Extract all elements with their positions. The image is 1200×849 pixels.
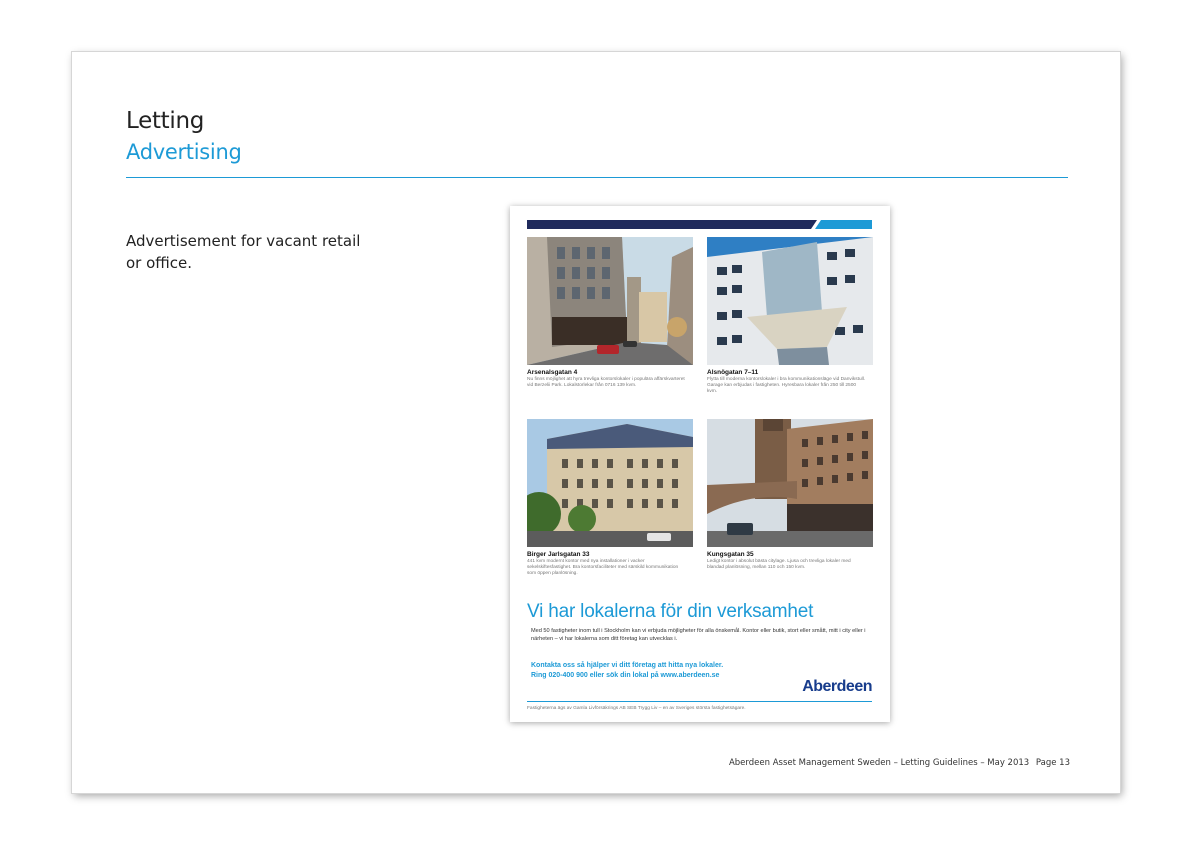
property-name: Alsnögatan 7–11 (707, 369, 759, 376)
advertisement (510, 206, 890, 722)
property-description: Nu finns möjlighet att hyra trevliga kontorslokaler i populära affärskvarteret vid Berzelii Park. Lokalstorlekar från 0716 139 kvm. (527, 377, 685, 388)
contact-line: Ring 020-400 900 eller sök din lokal på www.aberdeen.se (531, 672, 720, 679)
property-photo-birger-jarlsgatan (527, 419, 693, 547)
page-footer (729, 758, 1070, 768)
property-photo-arsenalsgatan (527, 237, 693, 365)
page-title: Letting (126, 108, 205, 134)
contact-line: Kontakta oss så hjälper vi ditt företag att hitta nya lokaler. (531, 662, 724, 669)
ad-contact (531, 661, 831, 681)
title-divider (126, 177, 1068, 178)
ad-header-bar (527, 220, 872, 229)
property-name: Arsenalsgatan 4 (527, 369, 578, 376)
property-name: Birger Jarlsgatan 33 (527, 551, 590, 558)
page-number: Page 13 (1035, 758, 1070, 768)
ad-headline: Vi har lokalerna för din verksamhet (527, 601, 814, 622)
ad-divider (527, 701, 872, 702)
property-description: Flytta till moderna kontorslokaler i bra kommunikationsläge vid Danvikstull. Garage kan erbjudas i fastigheten. Hyresbara lokaler från 250 till 2500 kvm. (707, 377, 866, 394)
property-photo-kungsgatan (707, 419, 873, 547)
page-subtitle: Advertising (126, 140, 242, 164)
footer-text: Aberdeen Asset Management Sweden – Letting Guidelines – May 2013 (728, 758, 1030, 768)
property-description: 441 kvm modernt kontor med nya installationer i vacker sekelskiftesfastighet. Bra kontorsfaciliteter med särskild kommunikation som öppen planlösning. (527, 559, 679, 576)
ad-body-text: Med 50 fastigheter inom tull i Stockholm kan vi erbjuda möjligheter för alla önskemål. Kontor eller butik, stort eller smått, mitt i city eller i närheten – vi har lokalerna som ditt företag kan utvecklas i. (531, 628, 866, 642)
property-description: Ledigt kontor i absolut bästa citylage. Ljusa och trevliga lokaler med blandad planlösning, mellan 110 och 150 kvm. (707, 559, 851, 570)
page-description: Advertisement for vacant retail or office. (126, 232, 361, 272)
ad-footnote: Fastigheterna ägs av Gamla Livförsäkrings AB SEB Trygg Liv – en av Sveriges största fastighetsägare. (527, 706, 746, 711)
aberdeen-logo: Aberdeen (802, 678, 872, 695)
property-photo-alsnogatan (707, 237, 873, 365)
property-name: Kungsgatan 35 (707, 551, 754, 558)
document-page (72, 52, 1120, 793)
